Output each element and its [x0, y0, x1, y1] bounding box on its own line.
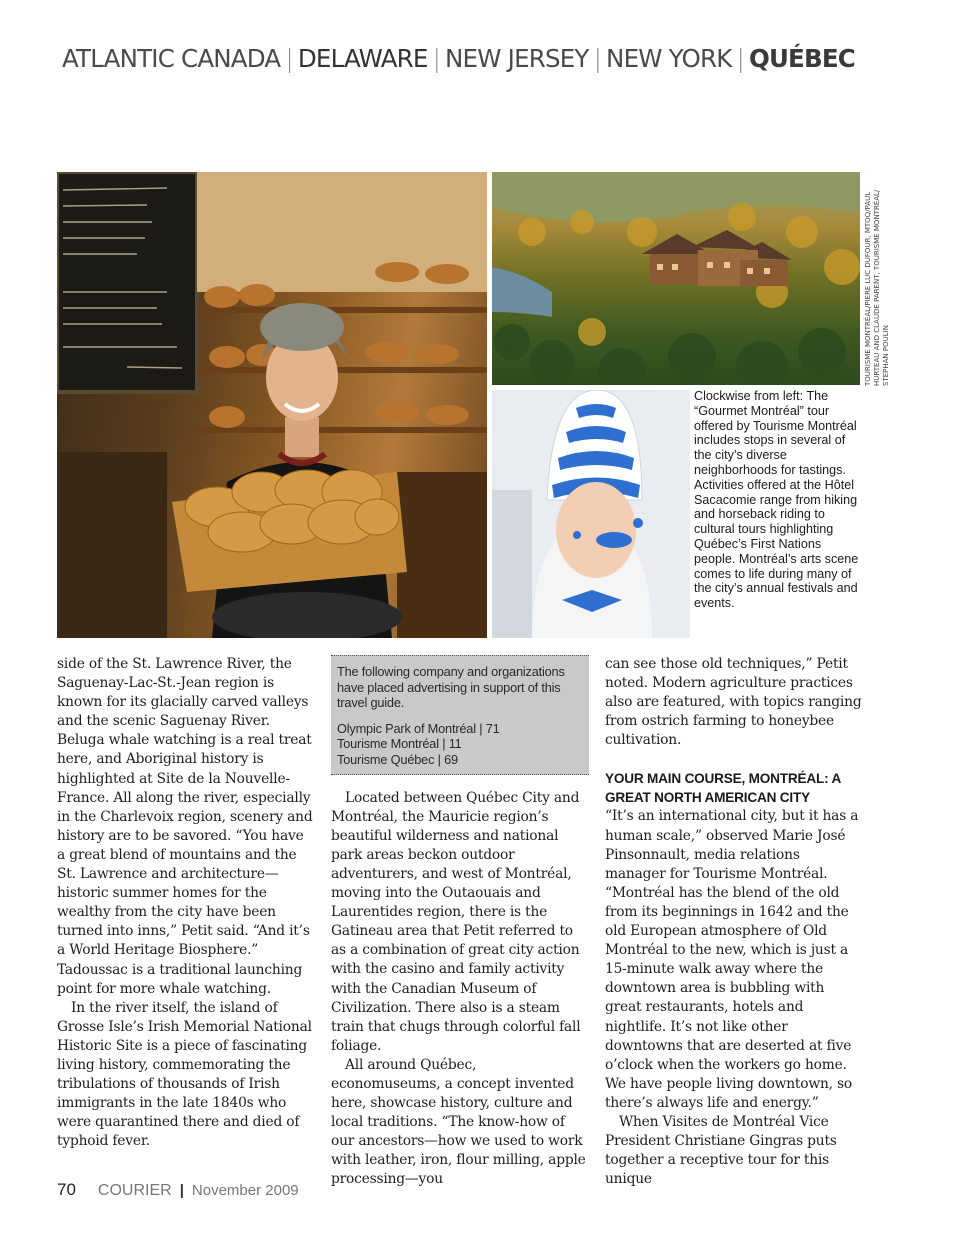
hotel-illustration	[492, 172, 860, 385]
header-new-jersey: NEW JERSEY	[445, 44, 589, 73]
section-subhead: YOUR MAIN COURSE, MONTRÉAL: A GREAT NORTH AMERICAN CITY	[605, 771, 841, 806]
header-separator: |	[432, 44, 441, 73]
advertiser-entry: Tourisme Montréal | 11	[337, 736, 462, 752]
article-paragraph: can see those old techniques,” Petit noted. Modern agriculture practices also are featured, with topics ranging from ostrich farming to honeybee cultivation.	[605, 656, 862, 749]
hotel-building	[642, 230, 792, 286]
header-quebec: QUÉBEC	[748, 44, 855, 73]
article-column-2	[331, 655, 589, 1190]
advertiser-entry: Olympic Park of Montréal | 71	[337, 720, 500, 736]
advertiser-entry: Tourisme Québec | 69	[337, 751, 458, 767]
bakery-photo	[57, 172, 487, 638]
article-paragraph: side of the St. Lawrence River, the Saguenay-Lac-St.-Jean region is known for its glacially carved valleys and the scenic Saguenay River. Beluga whale watching is a real treat here, and Aboriginal history is highlighted at Site de la Nouvelle-France. All along the river, especially in the Charlevoix region, scenery and history are to be savored. “You have a great blend of mountains and the St. Lawrence and architecture—historic summer homes for the wealthy from the city have been turned into inns,” Petit said. “And it’s a World Heritage Biosphere.” Tadoussac is a traditional launching point for more whale watching.	[57, 656, 313, 997]
header-separator: |	[593, 44, 602, 73]
issue-date: November 2009	[191, 1182, 299, 1199]
article-paragraph: Located between Québec City and Montréal, the Mauricie region’s beautiful wilderness and national park areas beckon outdoor adventurers, and west of Montréal, moving into the Outaouais and Laurentides region, there is the Gatineau area that Petit referred to as a combination of great city action with the casino and family activity with the Canadian Museum of Civilization. There also is a steam train that chugs through colorful fall foliage.	[331, 789, 581, 1054]
advertiser-index-box	[331, 655, 589, 775]
header-delaware: DELAWARE	[297, 44, 428, 73]
header-atlantic-canada: ATLANTIC CANADA	[62, 44, 281, 73]
header-new-york: NEW YORK	[606, 44, 732, 73]
festival-illustration	[492, 390, 690, 638]
article-paragraph: “It’s an international city, but it has a human scale,” observed Marie José Pinsonnault, media relations manager for Tourisme Montréal. “Montréal has the blend of the old from its beginnings in 1642 and the old European atmosphere of Old Montréal to the new, which is just a 15-minute walk away where the downtown area is bubbling with great restaurants, hotels and nightlife. It’s not like other downtowns that are deserted at five o’clock when the workers go home. We have people living downtown, so there’s always life and energy.”	[605, 808, 859, 1111]
photo-credit: TOURISME MONTRÉAL/PIERE LUC DUFOUR, MTOQ/PAUL HURTEAU AND CLAUDE PARENT, TOURISME MONTRÉAL/ STEPHAN POULIN	[864, 189, 890, 386]
article-paragraph: In the river itself, the island of Grosse Isle’s Irish Memorial National Historic Site is a piece of fascinating living history, commemorating the tribulations of thousands of Irish immigrants in the late 1840s who were quarantined there and died of typhoid fever.	[57, 999, 312, 1150]
publication-name: COURIER	[97, 1182, 172, 1199]
page-number: 70	[57, 1180, 76, 1199]
page-footer	[57, 1180, 299, 1200]
section-header	[62, 44, 922, 73]
festival-performer-photo	[492, 390, 690, 638]
header-separator: |	[285, 44, 293, 73]
article-column-1	[57, 655, 313, 1151]
advertiser-intro: The following company and organizations have placed advertising in support of this travel guide.	[337, 664, 565, 711]
header-separator: |	[736, 44, 744, 73]
hotel-sacacomie-photo	[492, 172, 860, 385]
article-paragraph: All around Québec, economuseums, a concept invented here, showcase history, culture and local traditions. “The know-how of our ancestors—how we used to work with leather, iron, flour milling, apple processing—you	[331, 1056, 586, 1188]
footer-separator: |	[179, 1182, 184, 1199]
article-paragraph: When Visites de Montréal Vice President Christiane Gingras puts together a receptive tour for this unique	[605, 1113, 837, 1188]
article-column-3	[605, 655, 863, 1189]
bakery-illustration	[57, 172, 487, 638]
photo-caption: Clockwise from left: The “Gourmet Montréal” tour offered by Tourisme Montréal includes stops in several of the city’s diverse neighborhoods for tastings. Activities offered at the Hôtel Sacacomie range from hiking and horseback riding to cultural tours highlighting Québec’s First Nations people. Montréal’s arts scene comes to life during many of the city’s annual festivals and events.	[694, 389, 859, 611]
